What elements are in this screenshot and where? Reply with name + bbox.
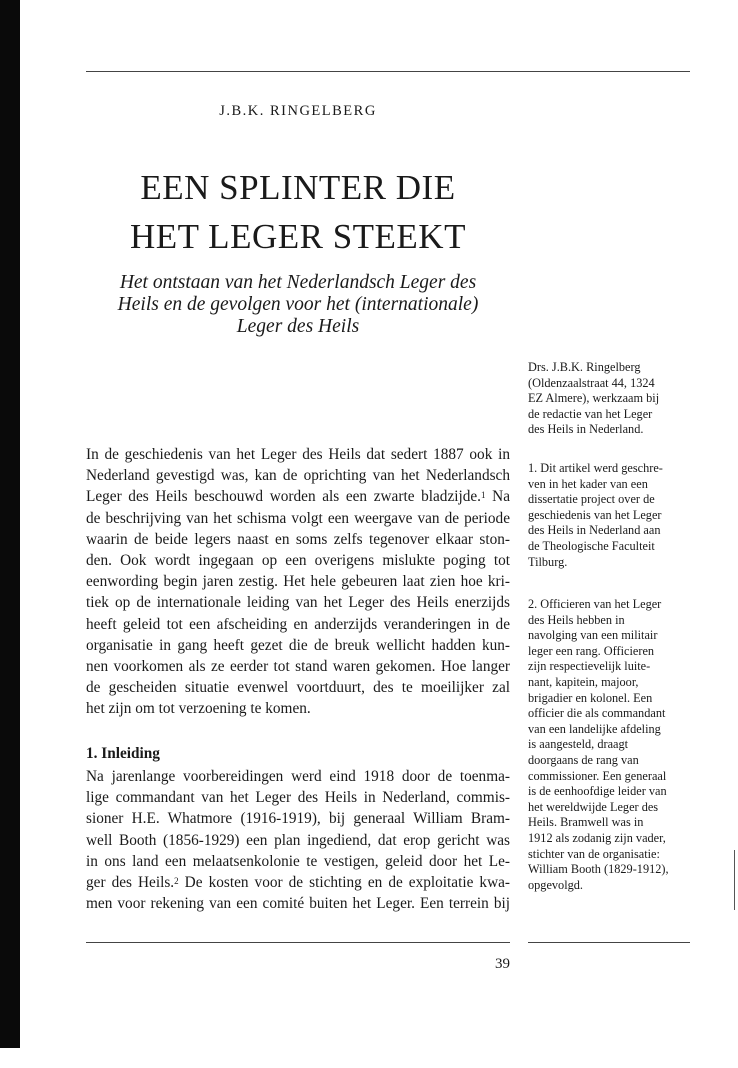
footer-rule-main [86, 942, 510, 943]
footnote-line: navolging van een militair [528, 628, 658, 643]
footnote-line: 2. Officieren van het Leger [528, 597, 662, 611]
body-line-text: ger des Heils. [86, 873, 175, 891]
title-line: HET LEGER STEEKT [130, 217, 466, 256]
subtitle-line: Het ontstaan van het Nederlandsch Leger des [119, 272, 477, 293]
abstract-line: heeft geleid tot een afscheiding en anderzijds veranderingen in de [86, 615, 510, 633]
page-number: 39 [495, 956, 510, 972]
footnote-line: leger een rang. Officieren [528, 643, 655, 658]
footnote-line: van een landelijke afdeling [528, 721, 661, 736]
subtitle-line: Leger des Heils [236, 316, 360, 337]
subtitle-line: Heils en de gevolgen voor het (internationale) [117, 294, 479, 315]
author-note-line: de redactie van het Leger [528, 406, 653, 421]
article-title [86, 163, 510, 261]
section-body [86, 766, 510, 914]
scan-edge [0, 0, 20, 1048]
author-note [528, 360, 698, 438]
abstract-line: eenwording begin jaren zestig. Het hele gebeuren laat zien hoe kri- [86, 573, 510, 591]
footnote-line: stichter van de organisatie: [528, 846, 660, 861]
abstract-line: de beschrijving van het schisma volgt een weergave van de periode [86, 509, 510, 527]
body-line: in ons land een melaatsenkolonie te vestigen, geleid door het Le- [86, 852, 510, 870]
abstract-line: nen voorkomen als ze eerder tot stand waren gekomen. Hoe langer [86, 657, 510, 675]
footnote-line: Heils. Bramwell was in [528, 815, 644, 830]
footer-rule-side [528, 942, 690, 943]
body-line: well Booth (1856-1929) een plan ingediend, dat erop gericht was [86, 831, 510, 849]
footnote-line: brigadier en kolonel. Een [528, 690, 653, 705]
abstract-line-tail: Na [485, 488, 510, 506]
author-note-line: (Oldenzaalstraat 44, 1324 [528, 375, 655, 390]
author-note-line: Drs. J.B.K. Ringelberg [528, 360, 641, 374]
abstract-line: organisatie in gang heeft gezet die de breuk wellicht hadden kun- [86, 636, 510, 654]
abstract-line: In de geschiedenis van het Leger des Heils dat sedert 1887 ook in [86, 446, 510, 463]
footnote-line: zijn respectievelijk luite- [528, 659, 651, 674]
scan-mark [734, 850, 735, 910]
body-line: men voor rekening van een comité buiten het Leger. Een terrein bij [86, 895, 510, 913]
footnote-line: des Heils in Nederland aan [528, 523, 661, 538]
abstract-line: de gescheiden situatie evenwel voortduurt, des te moeilijker zal [86, 679, 510, 697]
abstract-line: tiek op de internationale leiding van het Leger des Heils enerzijds [86, 594, 510, 612]
article-author: J.B.K. RINGELBERG [219, 103, 377, 119]
footnote-line: ven in het kader van een [528, 476, 648, 491]
footnote-line: het wereldwijde Leger des [528, 799, 659, 814]
footnote-line: is de eenhoofdige leider van [528, 784, 667, 799]
footnote-line: opgevolgd. [528, 877, 583, 892]
author-note-line: des Heils in Nederland. [528, 422, 644, 437]
footnote-line: Tilburg. [528, 554, 568, 569]
abstract-line: Nederland gevestigd was, kan de oprichting van het Nederlandsch [86, 467, 510, 485]
abstract-line-text: Leger des Heils beschouwd worden als een zwarte bladzijde. [86, 488, 482, 506]
abstract [86, 444, 510, 719]
footnote-line: is aangesteld, draagt [528, 737, 629, 752]
footnote-line: William Booth (1829-1912), [528, 862, 669, 877]
abstract-line [86, 486, 510, 507]
body-line: sioner H.E. Whatmore (1916-1919), bij generaal William Bram- [86, 810, 510, 828]
abstract-line: het zijn om tot verzoening te komen. [86, 700, 311, 718]
footnote-line: dissertatie project over de [528, 492, 655, 507]
footnote-ref-1[interactable]: 1 [481, 490, 486, 501]
footnote-2 [528, 597, 698, 893]
abstract-line: waarin de beide legers naast en soms zelfs tegenover elkaar ston- [86, 530, 510, 548]
footnote-line: 1. Dit artikel werd geschre- [528, 461, 663, 475]
abstract-line: den. Ook wordt ingegaan op een overigens mislukte poging tot [86, 551, 510, 569]
section-heading: 1. Inleiding [86, 745, 160, 762]
author-note-line: EZ Almere), werkzaam bij [528, 391, 660, 406]
top-rule [86, 71, 690, 72]
body-line: lige commandant van het Leger des Heils in Nederland, commis- [86, 789, 510, 807]
footnote-line: officier die als commandant [528, 706, 666, 721]
footnote-line: de Theologische Faculteit [528, 538, 655, 553]
body-line-tail: De kosten voor de stichting en de exploitatie kwa- [178, 873, 510, 891]
footnote-line: doorgaans de rang van [528, 752, 639, 767]
body-line: Na jarenlange voorbereidingen werd eind 1918 door de toenma- [86, 768, 510, 785]
footnote-line: geschiedenis van het Leger [528, 507, 662, 522]
body-line [86, 872, 510, 893]
article-subtitle [86, 272, 510, 338]
footnote-ref-2[interactable]: 2 [174, 875, 179, 886]
title-line: EEN SPLINTER DIE [140, 168, 456, 207]
footnote-line: commissioner. Een generaal [528, 768, 667, 783]
footnote-1 [528, 461, 698, 570]
footnote-line: nant, kapitein, majoor, [528, 674, 639, 689]
footnote-line: des Heils hebben in [528, 612, 625, 627]
footnote-line: 1912 als zodanig zijn vader, [528, 830, 666, 845]
